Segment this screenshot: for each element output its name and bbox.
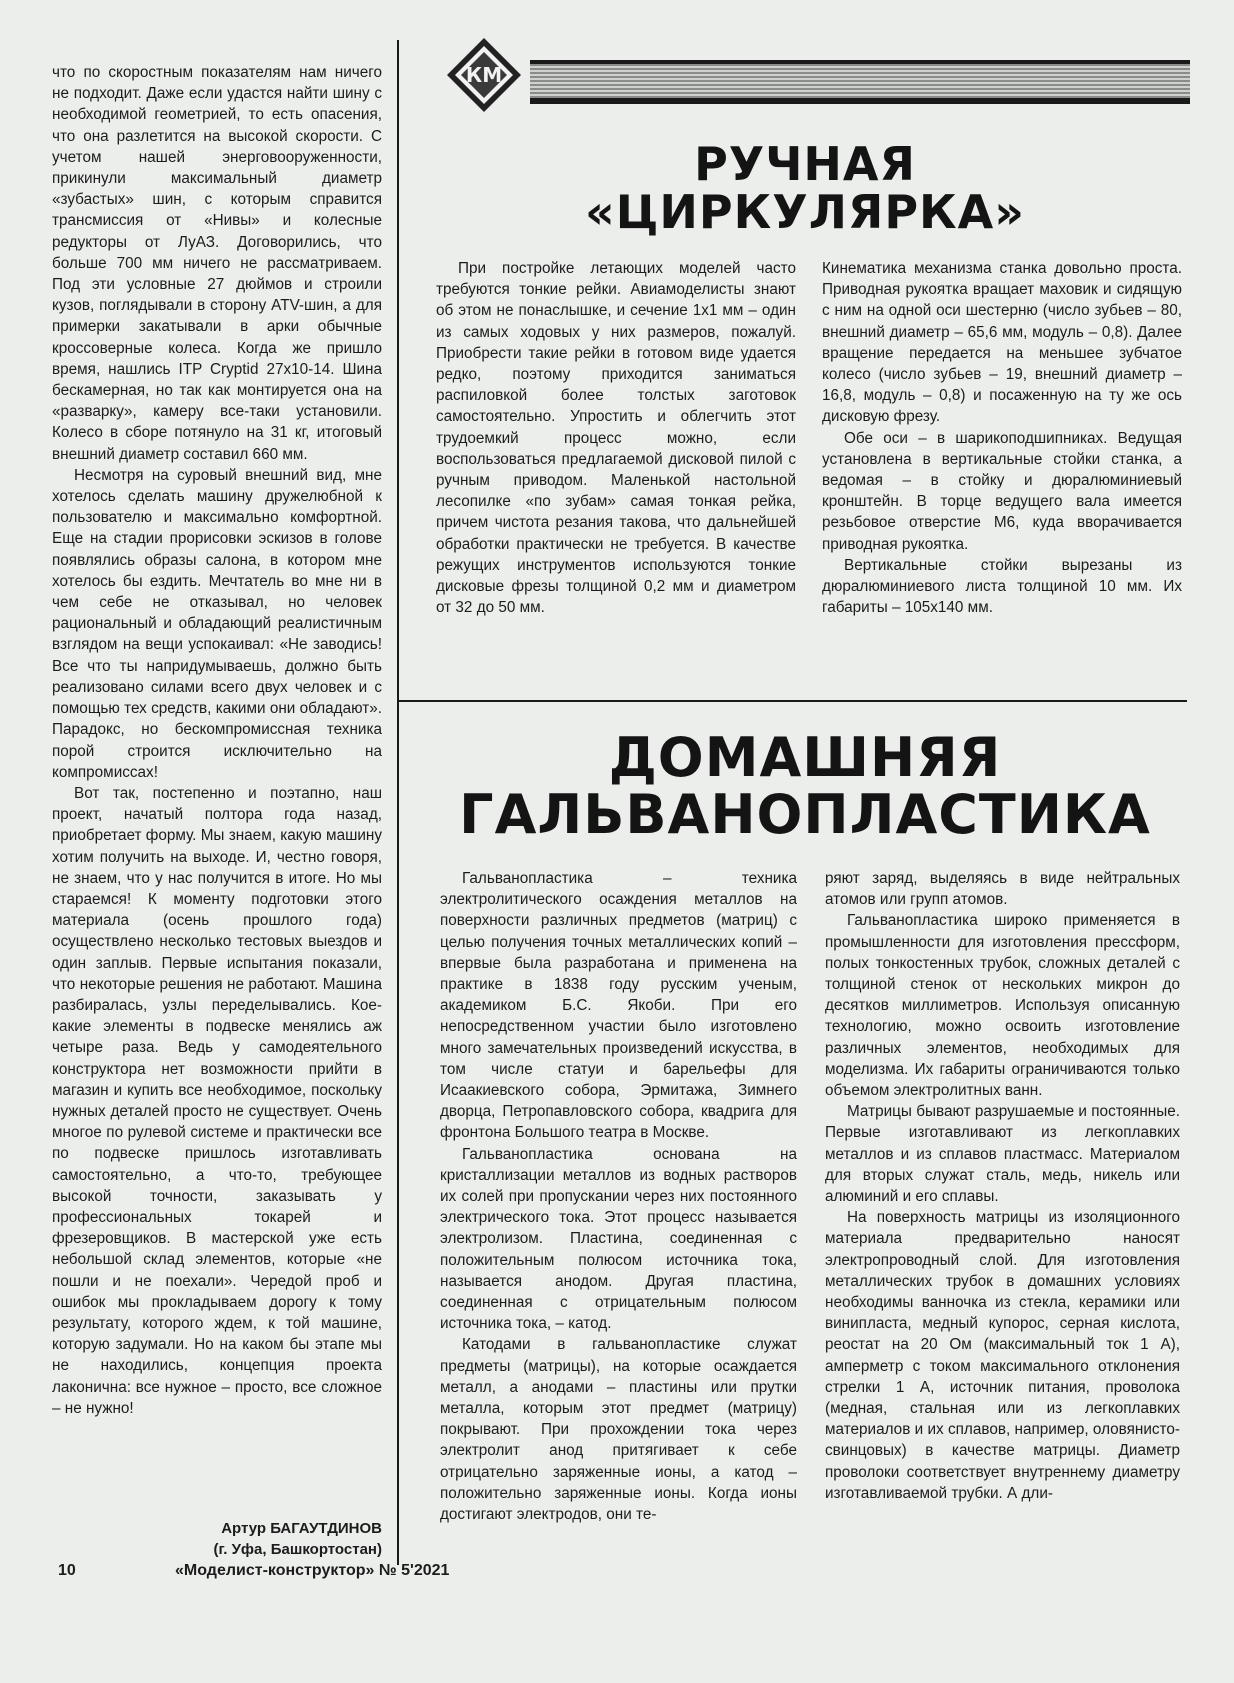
article2-title-line1: ДОМАШНЯЯ [608, 726, 1002, 789]
article1-title-line1: РУЧНАЯ [694, 137, 916, 191]
article1-title [410, 137, 1200, 240]
article2-col2-paragraph-4: На поверхность матрицы из изоляционного материала предварительно наносят электропроводный слой. Для изготовления металлических трубок в домашних условиях необходимы ванночка из стекла, керамики или винипласта, медный купорос, серная кислота, реостат на 20 Ом (максимальный ток 1 А), амперметр с током максимального отклонения стрелки 1 А, источник питания, проволока (медная, стальная или из легкоплавких материалов и их сплавов, например, оловянисто-свинцовых) в качестве матрицы. Диаметр проволоки соответствует внутреннему диаметру изготавливаемой трубки. А дли- [825, 1209, 1180, 1502]
article1-col1-paragraph-1: При постройке летающих моделей часто требуются тонкие рейки. Авиамоделисты знают об этом не понаслышке, и сечение 1х1 мм – один из самых ходовых у них размеров, пожалуй. Приобрести такие рейки в готовом виде удается редко, поэтому приходится заниматься распиловкой более толстых заготовок самостоятельно. Упростить и облегчить этот трудоемкий процесс можно, если воспользоваться предлагаемой дисковой пилой с ручным приводом. Маленькой настольной лесопилке «по зубам» самая тонкая рейка, причем чистота резания такова, что дальнейшей обработки практически не требуется. В качестве режущих инструментов используются тонкие дисковые фрезы толщиной 0,2 мм и диаметром от 32 до 50 мм. [436, 260, 796, 617]
article1-column-1 [436, 258, 796, 618]
article1-col2-paragraph-1: Кинематика механизма станка довольно проста. Приводная рукоятка вращает маховик и сидящую с ним на одной оси шестерню (число зубьев – 80, внешний диаметр – 65,6 мм, модуль – 0,8). Далее вращение передается на меньшее зубчатое колесо (число зубьев – 19, внешний диаметр – 16,8, модуль – 0,8) и посаженную на ту же ось дисковую фрезу. [822, 260, 1182, 426]
article1-column-2 [822, 258, 1182, 618]
column-divider [397, 40, 399, 1565]
article2-column-2 [825, 868, 1180, 1504]
article-divider [397, 700, 1187, 702]
article2-col2-paragraph-2: Гальванопластика широко применяется в промышленности для изготовления прессформ, полых тонкостенных трубок, сложных деталей с толщиной стенок от нескольких микрон до десятков миллиметров. Используя описанную технологию, можно освоить изготовление различных элементов, необходимых для моделизма. Их габариты ограничиваются только объемом электролитных ванн. [825, 912, 1180, 1100]
article2-col1-paragraph-2: Гальванопластика основана на кристаллизации металлов из водных растворов их солей при пропускании через них постоянного электрического тока. Этот процесс называется электролизом. Пластина, соединенная с положительным полюсом источника тока, называется анодом. Другая пластина, соединенная с отрицательным полюсом источника тока, – катод. [440, 1145, 797, 1333]
author-block [52, 1518, 382, 1560]
logo-diamond-icon [445, 36, 523, 114]
author-city: (г. Уфа, Башкортостан) [213, 1541, 382, 1558]
logo-text: КМ [465, 63, 503, 87]
left-paragraph-2: Несмотря на суровый внешний вид, мне хотелось сделать машину дружелюбной к пользователю и максимально комфортной. Еще на стадии прорисовки эскизов в голове появлялись образы салона, в котором мне хотелось бы ездить. Мечтатель во мне ни в чем себе не отказывал, но человек рациональный и обладающий реалистичным взглядом на вещи успокаивал: «Не заводись! Все что ты напридумываешь, должно быть реализовано силами всего двух человек и с помощью тех средств, какими они обладают». Парадокс, но бескомпромиссная техника порой строится исключительно на компромиссах! [52, 466, 382, 781]
page-number: 10 [58, 1562, 76, 1579]
header-bar [530, 60, 1190, 104]
left-paragraph-3: Вот так, постепенно и поэтапно, наш проект, начатый полтора года назад, приобретает форму. Мы знаем, какую машину хотим получить на выходе. И, честно говоря, не знаем, что у нас получится в итоге. Но мы стараемся! К моменту подготовки этого материала (осень прошлого года) осуществлено несколько тестовых выездов и один заплыв. Первые испытания показали, что некоторые решения не работают. Машина разбиралась, узлы переделывались. Кое-какие элементы в подвеске менялись аж четыре раза. Ведь у самодеятельного конструктора нет возможности прийти в магазин и купить все необходимое, поскольку нужных деталей просто не существует. Очень многое по рулевой системе и практически все по подвеске пришлось изготавливать самостоятельно, а что-то, требующее высокой точности, заказывать у профессиональных токарей и фрезеровщиков. В мастерской уже есть небольшой склад элементов, которые «не пошли и не поехали». Чередой проб и ошибок мы прокладываем дорогу к тому результату, которого ждем, к той машине, которую задумали. Но на каком бы этапе мы не находились, концепция проекта лаконична: все нужное – просто, все сложное – не нужно! [52, 784, 382, 1417]
magazine-issue: «Моделист-конструктор» № 5'2021 [175, 1562, 450, 1579]
article1-col2-paragraph-3: Вертикальные стойки вырезаны из дюралюминиевого листа толщиной 10 мм. Их габариты – 105х140 мм. [822, 556, 1182, 617]
article2-title [405, 726, 1205, 846]
article1-col2-paragraph-2: Обе оси – в шарикоподшипниках. Ведущая установлена в вертикальные стойки станка, а ведомая – в стойку и дюралюминиевый кронштейн. В торце ведущего вала имеется резьбовое отверстие М6, куда вворачивается приводная рукоятка. [822, 429, 1182, 553]
article2-col2-paragraph-1: ряют заряд, выделяясь в виде нейтральных атомов или групп атомов. [825, 870, 1180, 909]
article2-col1-paragraph-3: Катодами в гальванопластике служат предметы (матрицы), на которые осаждается металл, а анодами – пластины или прутки металла, которым этот предмет (матрицу) покрывают. При прохождении тока через электролит анод притягивает к себе отрицательно заряженные ионы, а катод – положительно заряженные ионы. Когда ионы достигают электродов, они те- [440, 1336, 797, 1524]
left-paragraph-1: что по скоростным показателям нам ничего не подходит. Даже если удастся найти шину с необходимой геометрией, то есть опасения, что она разлетится на высокой скорости. С учетом нашей энерговооруженности, прикинули максимальный диаметр «зубастых» шин, с которым справится трансмиссия от «Нивы» и колесные редукторы от ЛуАЗ. Договорились, что больше 700 мм ничего не рассматриваем. Под эти условные 27 дюймов и строили кузов, поглядывали в сторону ATV-шин, а для примерки закатывали в арки обычные кроссоверные колеса. Когда же пришло время, нашлись ITP Cryptid 27x10-14. Шина бескамерная, но так как монтируется она на «разварку», камеру все-таки установили. Колесо в сборе потянуло на 31 кг, итоговый внешний диаметр составил 660 мм. [52, 64, 382, 463]
magazine-logo [445, 36, 523, 114]
article2-col1-paragraph-1: Гальванопластика – техника электролитического осаждения металлов на поверхности различных предметов (матриц) с целью получения точных металлических копий – впервые была разработана и применена на практике в 1838 году русским ученым, академиком Б.С. Якоби. При его непосредственном участии было изготовлено много замечательных произведений искусства, в том числе статуи и барельефы для Исаакиевского собора, Эрмитажа, Зимнего дворца, Петропавловского собора, квадрига для фронтона Большого театра в Москве. [440, 870, 797, 1142]
article2-column-1 [440, 868, 797, 1525]
article2-col2-paragraph-3: Матрицы бывают разрушаемые и постоянные. Первые изготавливают из легкоплавких металлов и из сплавов пластмасс. Материалом для вторых служат сталь, медь, никель или алюминий и его сплавы. [825, 1103, 1180, 1206]
left-column [52, 62, 382, 1419]
author-name: Артур БАГАУТДИНОВ [221, 1520, 382, 1537]
article1-title-line2: «ЦИРКУЛЯРКА» [585, 185, 1025, 240]
article2-title-line2: ГАЛЬВАНОПЛАСТИКА [459, 782, 1151, 846]
